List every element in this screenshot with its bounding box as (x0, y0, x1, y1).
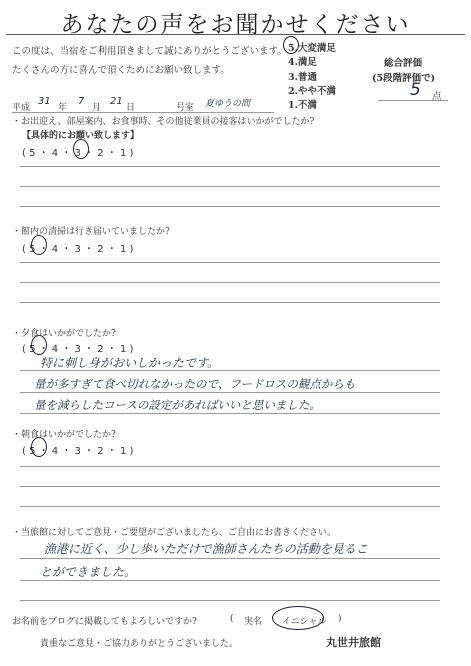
q1-line-2 (20, 186, 440, 187)
q4-line-1 (20, 466, 440, 467)
date-month: 7 (78, 96, 85, 107)
blog-question: お名前をブログに掲載してもよろしいですか? (12, 617, 197, 627)
overall-score-underline (378, 100, 448, 101)
q2-line-1 (20, 262, 440, 263)
q5-text: ・当旅館に対してご意見・ご要望がございましたら、ご自由にお書きください。 (12, 528, 337, 538)
legend-5-circle (283, 36, 299, 54)
q2-line-2 (20, 282, 440, 283)
overall-score-value: 5 (410, 80, 421, 100)
q4-answer-circle (31, 437, 47, 457)
date-year-unit: 年 (58, 103, 68, 113)
blog-initial-circle (272, 606, 327, 630)
blog-real-name: 実名 (244, 617, 263, 627)
q3-line-3 (20, 413, 440, 414)
legend-2: 2.やや不満 (288, 86, 336, 97)
room-value: 夏ゆうの間 (205, 99, 251, 109)
q3-comment-1: 特に刺し身がおいしかったです。 (40, 356, 220, 370)
q2-text: ・館内の清掃は行き届いていましたか? (12, 227, 170, 237)
blog-close-paren: ) (338, 614, 342, 624)
q1-line-3 (20, 206, 440, 207)
q3-line-1 (20, 370, 440, 371)
date-day-unit: 日 (126, 103, 136, 113)
blog-initial: イニシャル (282, 617, 327, 627)
intro-line-2: たくさんの方に喜んで頂くためにお願い致します。 (12, 65, 230, 76)
q4-line-3 (20, 506, 440, 507)
legend-5: 5.大変満足 (288, 43, 336, 54)
overall-label: 総合評価 (384, 58, 423, 69)
date-year: 31 (38, 96, 51, 107)
q3-line-2 (20, 392, 440, 393)
date-underline (12, 112, 274, 113)
footer-thanks: 貴重なご意見・ご協力ありがとうございました。 (40, 639, 239, 649)
q2-answer-circle (31, 235, 47, 255)
legend-4: 4.満足 (288, 57, 317, 68)
q3-text: ・夕食はいかがでしたか? (12, 329, 116, 339)
q2-scale: ( 5 ・ 4 ・ 3 ・ 2 ・ 1 ) (22, 244, 134, 255)
title-divider (6, 34, 465, 35)
q1-scale: ( 5 ・ 4 ・ 3 ・ 2 ・ 1 ) (22, 148, 134, 159)
q5-line-1 (20, 558, 440, 559)
q3-scale: ( 5 ・ 4 ・ 3 ・ 2 ・ 1 ) (22, 344, 134, 355)
date-era: 平成 (12, 103, 31, 113)
legend-1: 1.不満 (288, 100, 317, 111)
q4-text: ・朝食はいかがでしたか? (12, 430, 116, 440)
inn-name: 丸世井旅館 (326, 636, 381, 649)
legend-3: 3.普通 (288, 72, 317, 83)
date-month-unit: 月 (92, 103, 102, 113)
room-label: 号室 (176, 103, 195, 113)
q1-line-1 (20, 166, 440, 167)
intro-line-1: この度は、当宿をご利用頂きまして誠にありがとうございます。 (12, 46, 287, 57)
q3-comment-3: 量を減らしたコースの設定があればいいと思いました。 (34, 398, 321, 412)
q5-comment-1: 漁港に近く、少し歩いただけで漁師さんたちの活動を見るこ (44, 542, 368, 556)
q1-answer-circle (73, 139, 89, 159)
overall-sublabel: (5段階評価で) (372, 73, 436, 84)
page-title: あなたの声をお聞かせください (60, 12, 411, 38)
blog-open-paren: ( (230, 614, 234, 624)
date-day: 21 (110, 96, 123, 107)
q3-answer-circle (31, 335, 47, 355)
q4-scale: ( 5 ・ 4 ・ 3 ・ 2 ・ 1 ) (22, 446, 134, 457)
q1-detail-label: 【具体的にお願い致します】 (22, 131, 140, 141)
q5-comment-2: とができました。 (40, 565, 137, 579)
overall-score-unit: 点 (432, 91, 442, 102)
q5-line-2 (20, 580, 440, 581)
q3-comment-2: 量が多すぎて食べ切れなかったので、フードロスの観点からも (34, 377, 356, 391)
q1-text: ・お出迎え、部屋案内、お食事時、その他従業員の接客はいかがでしたか? (12, 117, 315, 127)
q5-line-3 (20, 600, 440, 601)
q2-line-3 (20, 302, 440, 303)
q4-line-2 (20, 486, 440, 487)
